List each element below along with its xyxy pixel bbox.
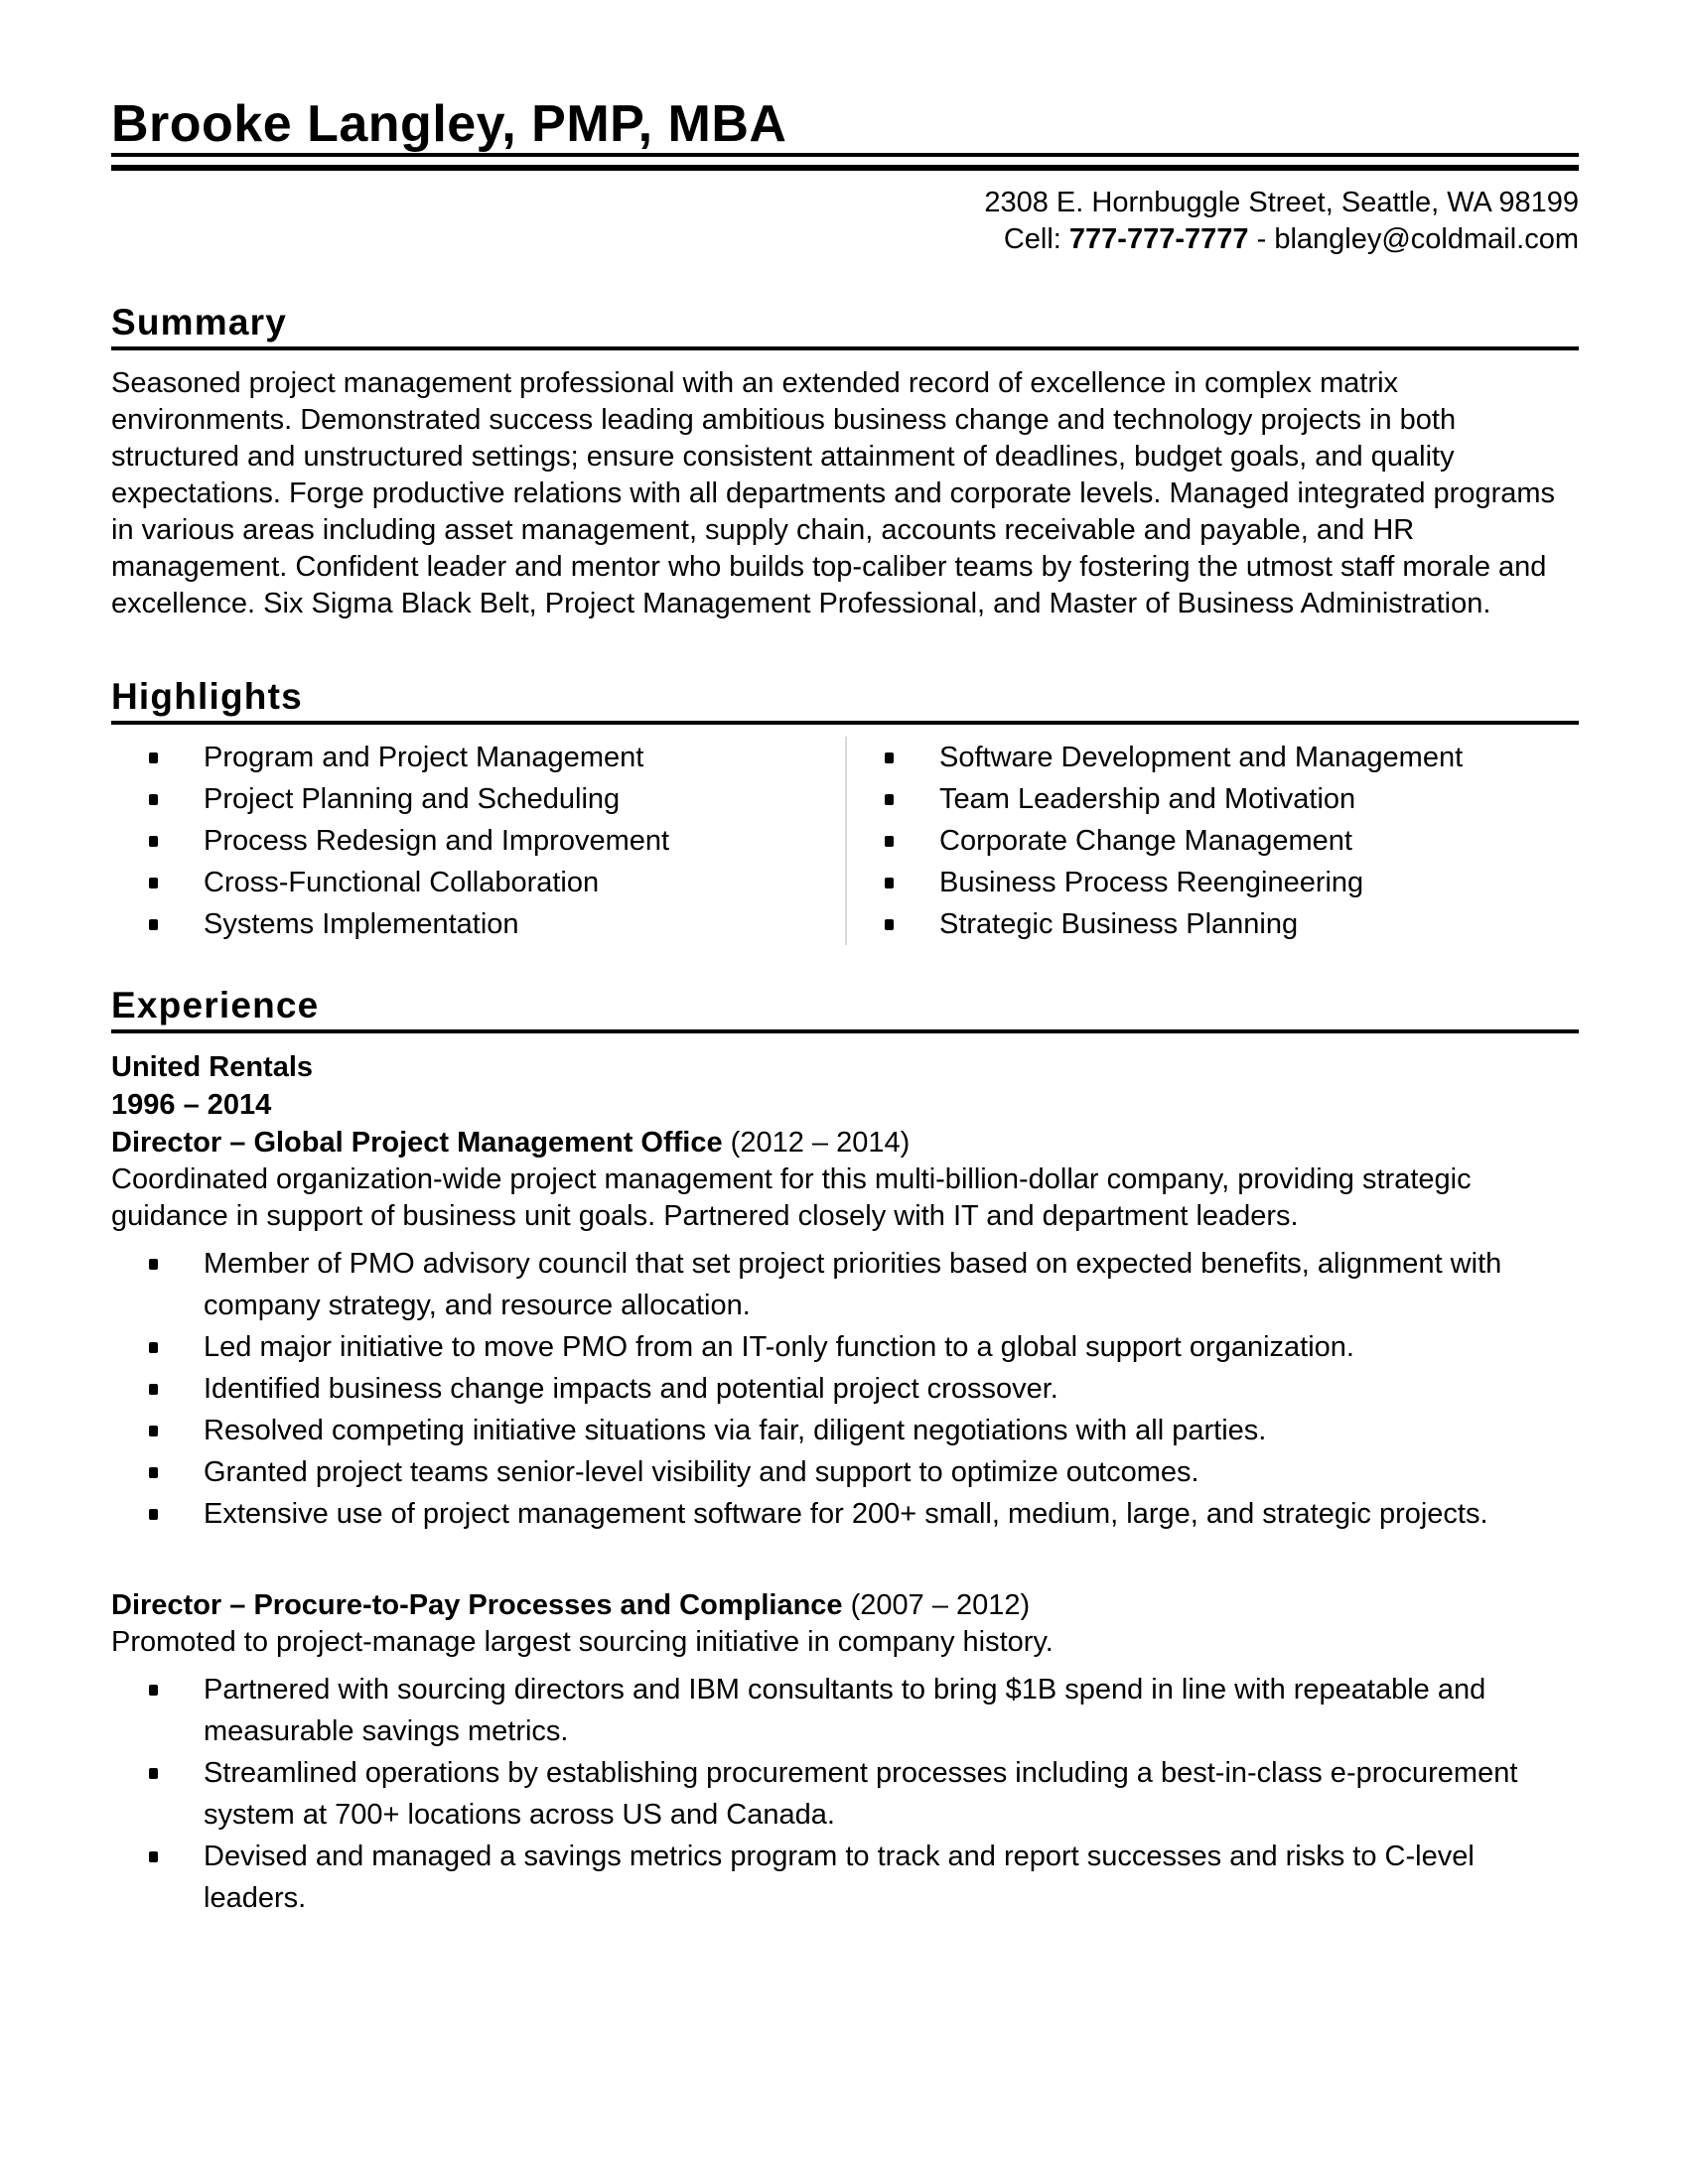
bullet-icon [149,1467,158,1478]
bullet-icon [149,919,158,930]
bullet-icon [885,794,894,805]
role-description: Coordinated organization-wide project management for this multi-billion-dollar company, providing strategic guidance in support of business unit goals. Partnered closely with IT and department leaders. [111,1163,1472,1232]
summary-heading: Summary [111,302,1579,350]
list-item [111,1326,1579,1368]
bullet-icon [885,919,894,930]
role-title-line [111,1586,1579,1624]
bullet-icon [149,1426,158,1436]
bullet-text: Extensive use of project management software for 200+ small, medium, large, and strategic projects. [204,1498,1488,1530]
bullet-icon [149,1384,158,1395]
list-item [111,1368,1579,1410]
bullet-icon [149,1685,158,1696]
highlight-label: Process Redesign and Improvement [204,825,670,857]
list-item [847,862,1579,903]
contact-block [111,185,1579,258]
bullet-icon [885,752,894,763]
summary-paragraph: Seasoned project management professional with an extended record of excellence in complex matrix environments. Demonstrated success leading ambitious business change and technology projects in both structured and unstructured settings; ensure consistent attainment of deadlines, budget goals, and quality expectations. Forge productive relations with all departments and corporate levels. Managed integrated programs in various areas including asset management, supply chain, accounts receivable and payable, and HR management. Confident leader and mentor who builds top-caliber teams by fostering the utmost staff morale and excellence. Six Sigma Black Belt, Project Management Professional, and Master of Business Administration. [111,367,1556,619]
highlights-section [111,676,1579,945]
cell-label: Cell: [1003,223,1069,255]
contact-separator: - [1248,223,1275,255]
highlights-columns [111,737,1579,945]
role-title-line [111,1124,1579,1161]
highlight-label: Corporate Change Management [939,825,1352,857]
company-tenure: 1996 – 2014 [111,1089,272,1121]
list-item [111,1669,1579,1752]
bullet-text: Partnered with sourcing directors and IBM consultants to bring $1B spend in line with repeatable and measurable savings metrics. [204,1674,1486,1747]
list-item [111,1451,1579,1493]
bullet-text: Identified business change impacts and potential project crossover. [204,1373,1058,1405]
highlight-label: Business Process Reengineering [939,867,1364,898]
list-item [111,903,845,945]
role-dates: (2012 – 2014) [730,1127,911,1159]
experience-heading: Experience [111,985,1579,1033]
summary-section [111,302,1579,622]
bullet-text: Resolved competing initiative situations via fair, diligent negotiations with all parties. [204,1415,1267,1446]
list-item [111,1752,1579,1836]
header-double-rule [111,165,1579,171]
email-address: blangley@coldmail.com [1274,223,1579,255]
bullet-text: Led major initiative to move PMO from an IT-only function to a global support organization. [204,1331,1354,1363]
bullet-text: Devised and managed a savings metrics program to track and report successes and risks to C-level leaders. [204,1841,1475,1914]
list-item [847,778,1579,820]
resume-header [111,95,1579,258]
list-item [111,1493,1579,1535]
bullet-icon [149,878,158,888]
bullet-icon [149,1342,158,1353]
bullet-icon [885,878,894,888]
bullet-icon [149,1768,158,1779]
bullet-icon [149,1851,158,1862]
role-global-pmo [111,1124,1579,1535]
highlight-label: Strategic Business Planning [939,908,1299,940]
role-description: Promoted to project-manage largest sourcing initiative in company history. [111,1626,1054,1658]
highlight-label: Software Development and Management [939,742,1464,773]
phone-number: 777-777-7777 [1068,223,1249,255]
bullet-icon [149,794,158,805]
list-item [111,820,845,862]
highlight-label: Project Planning and Scheduling [204,783,621,815]
list-item [111,862,845,903]
contact-line [111,221,1579,258]
bullet-icon [885,836,894,847]
bullet-icon [149,1259,158,1270]
address-line: 2308 E. Hornbuggle Street, Seattle, WA 98199 [984,187,1579,218]
list-item [111,1410,1579,1451]
list-item [847,737,1579,778]
list-item [847,820,1579,862]
highlights-right-column [845,737,1579,945]
bullet-icon [149,752,158,763]
highlight-label: Cross-Functional Collaboration [204,867,600,898]
role-procure-to-pay [111,1586,1579,1919]
company-name: United Rentals [111,1051,314,1083]
highlights-left-column [111,737,845,945]
list-item [111,778,845,820]
bullet-text: Streamlined operations by establishing procurement processes including a best-in-class e-procurement system at 700+ locations across US and Canada. [204,1757,1518,1831]
bullet-text: Member of PMO advisory council that set project priorities based on expected benefits, alignment with company strategy, and resource allocation. [204,1248,1502,1321]
highlights-heading: Highlights [111,676,1579,725]
highlight-label: Systems Implementation [204,908,519,940]
list-item [111,1243,1579,1326]
experience-section [111,985,1579,1919]
role-title: Director – Procure-to-Pay Processes and Compliance [111,1589,843,1621]
bullet-icon [149,836,158,847]
list-item [847,903,1579,945]
person-name: Brooke Langley, PMP, MBA [111,95,1579,157]
list-item [111,737,845,778]
bullet-text: Granted project teams senior-level visibility and support to optimize outcomes. [204,1456,1199,1488]
highlight-label: Program and Project Management [204,742,644,773]
role-dates: (2007 – 2012) [850,1589,1031,1621]
bullet-icon [149,1509,158,1520]
list-item [111,1836,1579,1919]
role-title: Director – Global Project Management Office [111,1127,723,1159]
highlight-label: Team Leadership and Motivation [939,783,1356,815]
